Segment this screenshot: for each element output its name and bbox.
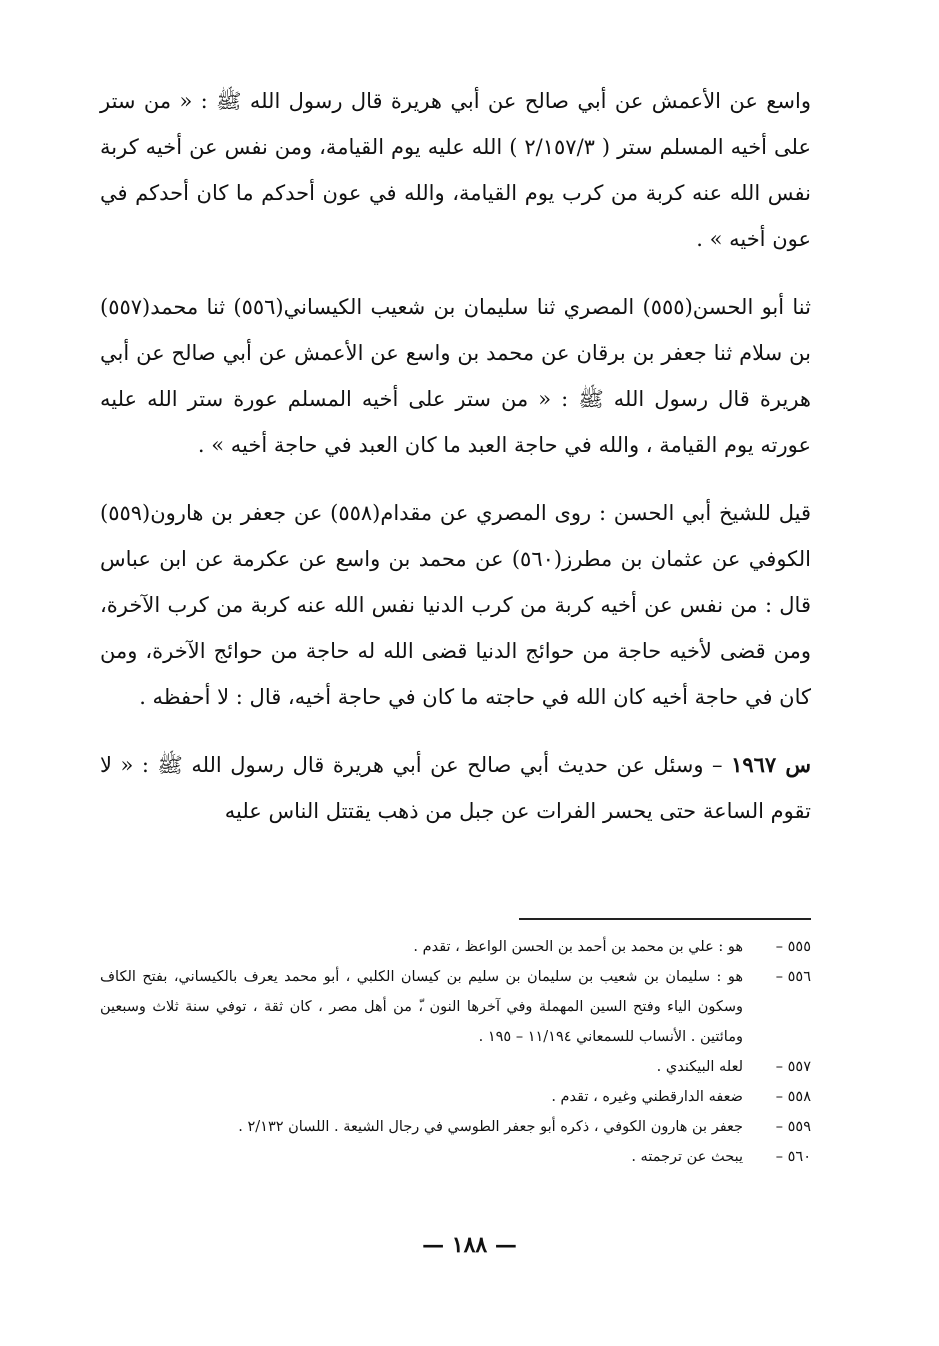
page-number: — ١٨٨ — (422, 1232, 517, 1258)
footnote-text: هو : سليمان بن شعيب بن سليمان بن سليم بن كيسان الكلبي ، أبو محمد يعرف بالكيساني، بفتح الكاف وسكون الياء وفتح السين المهملة وفي آخرها النون ،ّ من أهل مصر ، كان ثقة ، توفي سنة ثلاث وسبعين ومائتين . الأنساب للسمعاني ١١/١٩٤ – ١٩٥ . (100, 969, 743, 1045)
question-number: س ١٩٦٧ (731, 752, 811, 777)
paragraph-hadith-continuation: واسع عن الأعمش عن أبي صالح عن أبي هريرة قال رسول الله ﷺ : « من ستر على أخيه المسلم ستر ( ٢/١٥٧/٣ ) الله عليه يوم القيامة، ومن نفس عن أخيه كربة نفس الله عنه كربة من كرب يوم القيامة، والله في عون أحدكم ما كان أحدكم في عون أخيه » . (100, 89, 811, 251)
footnote-text: جعفر بن هارون الكوفي ، ذكره أبو جعفر الطوسي في رجال الشيعة . اللسان ٢/١٣٢ . (238, 1119, 743, 1135)
footnote-number: ٥٥٧ – (775, 1059, 811, 1075)
footnote-item (100, 1052, 811, 1082)
footnote-text: لعله البيكندي . (656, 1059, 743, 1075)
footnote-item (100, 962, 811, 1052)
paragraph-isnad-abu-alhasan: ثنا أبو الحسن(٥٥٥) المصري ثنا سليمان بن شعيب الكيساني(٥٥٦) ثنا محمد(٥٥٧) بن سلام ثنا جعفر بن برقان عن محمد بن واسع عن الأعمش عن أبي صالح عن أبي هريرة قال رسول الله ﷺ : « من ستر على أخيه المسلم عورة ستر الله عليه عورته يوم القيامة ، والله في حاجة العبد ما كان العبد في حاجة أخيه » . (100, 295, 811, 457)
footnote-divider (519, 918, 811, 920)
question-paragraph (100, 742, 811, 834)
footnotes (100, 932, 811, 1172)
footnote-text: هو : علي بن محمد بن أحمد بن الحسن الواعظ ، تقدم . (413, 939, 743, 955)
footnote-number: ٥٥٥ – (775, 939, 811, 955)
footnote-number: ٥٦٠ – (775, 1149, 811, 1165)
footnote-number: ٥٥٦ – (775, 969, 811, 985)
footnote-number: ٥٥٨ – (775, 1089, 811, 1105)
paragraph-ibn-abbas-narration: قيل للشيخ أبي الحسن : روى المصري عن مقدام(٥٥٨) عن جعفر بن هارون(٥٥٩) الكوفي عن عثمان بن مطرز(٥٦٠) عن محمد بن واسع عن عكرمة عن ابن عباس قال : من نفس عن أخيه كربة من كرب الدنيا نفس الله عنه كربة من كرب الآخرة، ومن قضى لأخيه حاجة من حوائج الدنيا قضى الله له حاجة من حوائج الآخرة، ومن كان في حاجة أخيه كان الله في حاجته ما كان في حاجة أخيه، قال : لا أحفظه . (100, 501, 811, 709)
footnote-item (100, 1142, 811, 1172)
footnote-item (100, 1112, 811, 1142)
footnote-item (100, 932, 811, 962)
footnote-item (100, 1082, 811, 1112)
footnote-number: ٥٥٩ – (775, 1119, 811, 1135)
main-text (100, 78, 811, 834)
footnote-text: يبحث عن ترجمته . (631, 1149, 743, 1165)
footnote-text: ضعفه الدارقطني وغيره ، تقدم . (551, 1089, 743, 1105)
question-text: – وسئل عن حديث أبي صالح عن أبي هريرة قال رسول الله ﷺ : « لا تقوم الساعة حتى يحسر الفرات عن جبل من ذهب يقتتل الناس عليه (100, 753, 811, 823)
